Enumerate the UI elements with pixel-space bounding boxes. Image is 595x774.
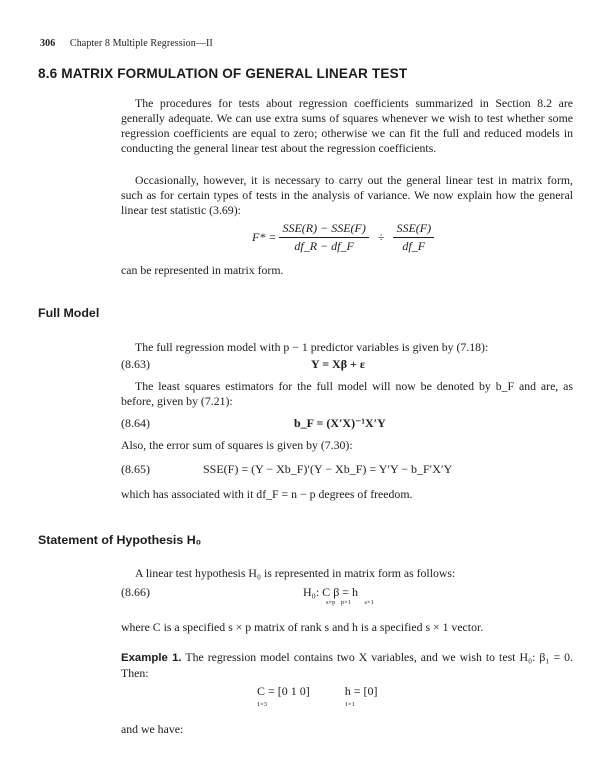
equation-8-65: (8.65) SSE(F) = (Y − Xb_F)′(Y − Xb_F) = Y′Y − b_F′X′Y [121, 462, 453, 476]
hypothesis-paragraph-3: and we have: [121, 722, 184, 736]
example-text: The regression model contains two X variables, and we wish to test H₀: β₁ = 0. Then: [121, 650, 573, 681]
hypothesis-paragraph-1: A linear test hypothesis H₀ is represented in matrix form as follows: [135, 566, 456, 580]
hypothesis-equation: H₀: C β = h [303, 585, 359, 599]
h-vector: h = [0] 1×1 [344, 684, 378, 708]
example-1 [121, 650, 573, 681]
section-title: MATRIX FORMULATION OF GENERAL LINEAR TEST [61, 66, 408, 81]
example-label: Example 1. [121, 652, 182, 664]
full-model-paragraph-3: Also, the error sum of squares is given by (7.30): [121, 438, 353, 452]
second-fraction: $\frac{\text{SSE(F)}}{df\_F}$ [393, 221, 434, 254]
full-model-heading: Full Model [38, 306, 100, 320]
equation-8-66: (8.66) H₀: C β = h s×p p×1 s×1 [121, 585, 374, 606]
hypothesis-heading: Statement of Hypothesis H₀ [38, 533, 202, 547]
c-matrix: C = [0 1 0] 1×3 [257, 684, 310, 708]
full-model-paragraph-4: which has associated with it df_F = n − p degrees of freedom. [121, 487, 413, 501]
dim-labels: s×p p×1 s×1 [326, 599, 374, 606]
page-number: 306 [40, 38, 56, 49]
section-number: 8.6 [38, 66, 58, 81]
intro-paragraph-1: The procedures for tests about regression coefficients summarized in Section 8.2 are generally adequate. We can use extra sums of squares whenever we wish to test whether some regression coefficients are equal to zero; otherwise we can fit the full and reduced models in conducting the general linear test about the regression coefficients. [121, 96, 573, 156]
section-heading [38, 66, 407, 81]
intro-paragraph-2: Occasionally, however, it is necessary to carry out the general linear test in matrix form, such as for certain types of tests in the analysis of variance. We now explain how the general linear test statistic (3.69): [121, 173, 573, 218]
full-model-paragraph-2: The least squares estimators for the full model will now be denoted by b_F and are, as before, given by (7.21): [121, 379, 573, 409]
equation-8-63: (8.63) Y = Xβ + ε [121, 357, 366, 371]
first-fraction: $\frac{\text{SSE(R) − SSE(F)}}{df\_R - df\_F}$ [279, 221, 368, 254]
equation-8-64: (8.64) b_F = (X′X)⁻¹X′Y [121, 416, 386, 430]
intro-paragraph-3: can be represented in matrix form. [121, 263, 284, 277]
chapter-title: Chapter 8 Multiple Regression—II [69, 38, 213, 49]
example-equation [257, 685, 378, 711]
hypothesis-paragraph-2: where C is a specified s × p matrix of rank s and h is a specified s × 1 vector. [121, 620, 484, 634]
running-head [40, 38, 213, 49]
f-statistic-formula: F* = $\frac{\text{SSE(R) − SSE(F)}}{df\_R - df\_F}$ ÷ $\frac{\text{SSE(F)}}{df\_F}$ [252, 221, 434, 254]
full-model-paragraph-1: The full regression model with p − 1 predictor variables is given by (7.18): [135, 340, 489, 354]
